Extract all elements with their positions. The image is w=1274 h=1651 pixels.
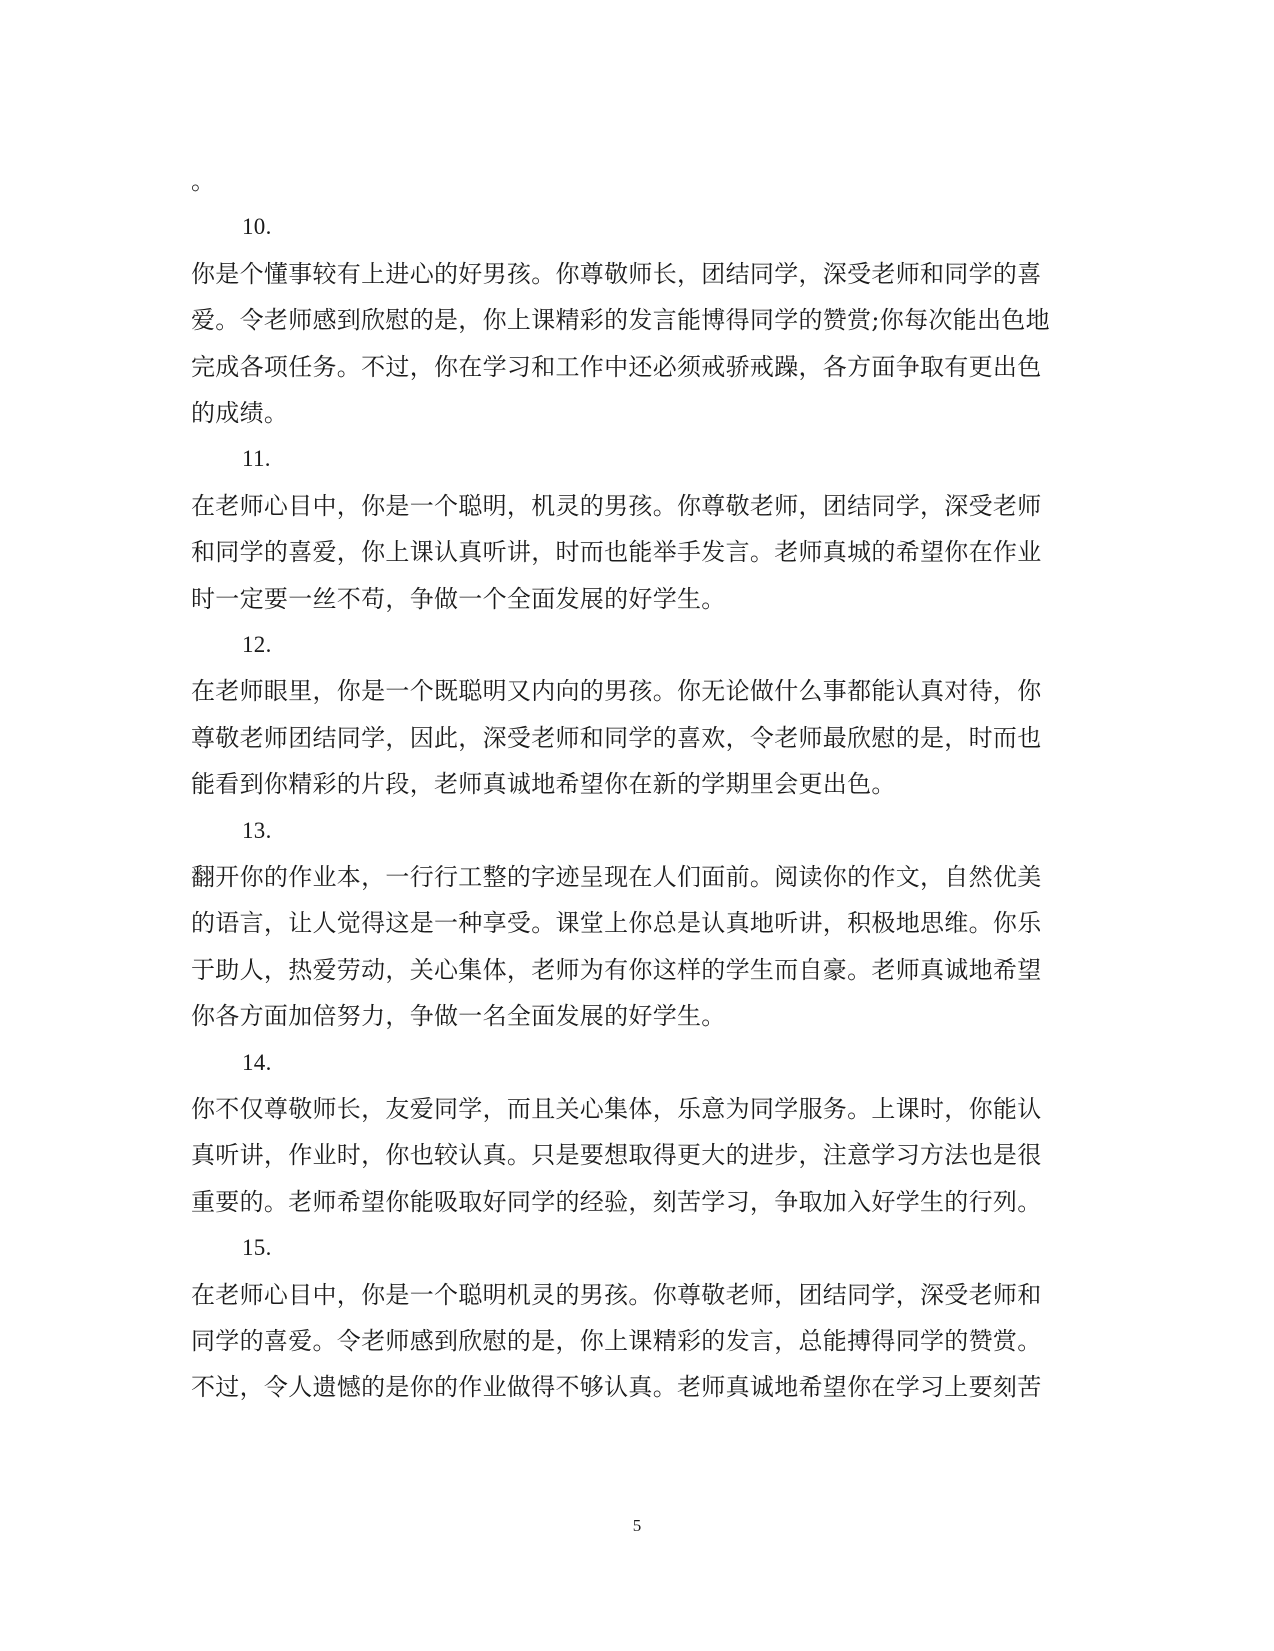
item-number: 10. <box>242 214 272 239</box>
paragraph-line: 你是个懂事较有上进心的好男孩。你尊敬师长，团结同学，深受老师和同学的喜 <box>191 260 1042 288</box>
paragraph-line: 和同学的喜爱，你上课认真听讲，时而也能举手发言。老师真城的希望你在作业 <box>191 538 1042 566</box>
paragraph-line: 翻开你的作业本，一行行工整的字迹呈现在人们面前。阅读你的作文，自然优美 <box>191 863 1042 891</box>
item-number: 15. <box>242 1235 272 1260</box>
paragraph-line: 在老师眼里，你是一个既聪明又内向的男孩。你无论做什么事都能认真对待，你 <box>191 677 1042 705</box>
page-number: 5 <box>632 1516 642 1535</box>
paragraph-line: 在老师心目中，你是一个聪明机灵的男孩。你尊敬老师，团结同学，深受老师和 <box>191 1281 1042 1309</box>
paragraph-line: 于助人，热爱劳动，关心集体，老师为有你这样的学生而自豪。老师真诚地希望 <box>191 956 1042 984</box>
paragraph-line: 真听讲，作业时，你也较认真。只是要想取得更大的进步，注意学习方法也是很 <box>191 1141 1042 1169</box>
item-number: 12. <box>242 632 272 657</box>
paragraph-line: 爱。令老师感到欣慰的是，你上课精彩的发言能博得同学的赞赏;你每次能出色地 <box>191 306 1050 334</box>
item-number: 14. <box>242 1050 272 1075</box>
paragraph-line: 时一定要一丝不苟，争做一个全面发展的好学生。 <box>191 585 726 613</box>
paragraph-line: 能看到你精彩的片段，老师真诚地希望你在新的学期里会更出色。 <box>191 770 896 798</box>
paragraph-line: 不过，令人遗憾的是你的作业做得不够认真。老师真诚地希望你在学习上要刻苦 <box>191 1373 1042 1401</box>
paragraph-line: 完成各项任务。不过，你在学习和工作中还必须戒骄戒躁，各方面争取有更出色 <box>191 353 1042 381</box>
paragraph-line: 重要的。老师希望你能吸取好同学的经验，刻苦学习，争取加入好学生的行列。 <box>191 1188 1042 1216</box>
paragraph-line: 的语言，让人觉得这是一种享受。课堂上你总是认真地听讲，积极地思维。你乐 <box>191 909 1042 937</box>
paragraph-line: 的成绩。 <box>191 399 289 427</box>
item-number: 11. <box>242 446 271 471</box>
paragraph-line: 。 <box>191 167 216 195</box>
paragraph-line: 你不仅尊敬师长，友爱同学，而且关心集体，乐意为同学服务。上课时，你能认 <box>191 1095 1042 1123</box>
paragraph-line: 你各方面加倍努力，争做一名全面发展的好学生。 <box>191 1002 726 1030</box>
paragraph-line: 同学的喜爱。令老师感到欣慰的是，你上课精彩的发言，总能搏得同学的赞赏。 <box>191 1327 1042 1355</box>
paragraph-line: 在老师心目中，你是一个聪明，机灵的男孩。你尊敬老师，团结同学，深受老师 <box>191 492 1042 520</box>
item-number: 13. <box>242 818 272 843</box>
paragraph-line: 尊敬老师团结同学，因此，深受老师和同学的喜欢，令老师最欣慰的是，时而也 <box>191 724 1042 752</box>
